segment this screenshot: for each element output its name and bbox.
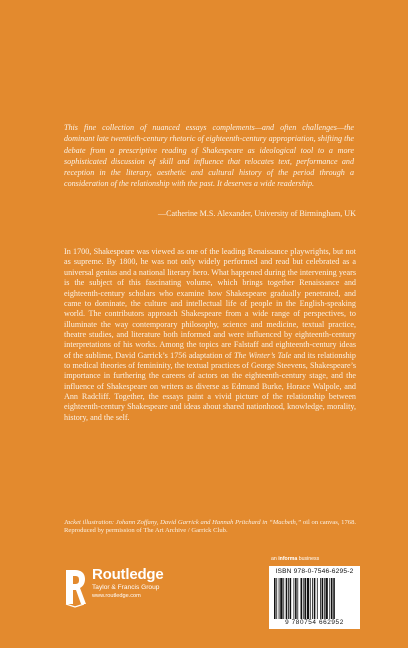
informa-brand: informa bbox=[278, 556, 298, 562]
description-italic-title: The Winter’s Tale bbox=[233, 350, 292, 360]
endorsement-attribution: —Catherine M.S. Alexander, University of Birmingham, UK bbox=[158, 209, 356, 218]
publisher-group: Taylor & Francis Group bbox=[92, 584, 160, 591]
routledge-logo-icon bbox=[63, 566, 87, 608]
barcode-panel bbox=[269, 566, 360, 629]
publisher-url: www.routledge.com bbox=[92, 593, 141, 599]
jacket-credit bbox=[64, 519, 356, 536]
description-text-2: and its relationship to medical theories of femininity, the textual practices of George Steevens, Shakespeare’s importance in furthering the careers of actors on the eighteenth-century stage, and the influence of Shakespeare on writers as diverse as Edmund Burke, Horace Walpole, and Ann Radcliff. Together, the essays paint a vivid picture of the relationship between eighteenth-century Shakespeare and ideas about shared nationhood, knowledge, morality, history, and the self. bbox=[64, 350, 356, 422]
book-description bbox=[64, 247, 356, 423]
informa-tagline: an informa business bbox=[271, 556, 320, 562]
isbn-label: ISBN 978-0-7546-6295-2 bbox=[275, 568, 354, 575]
barcode-icon bbox=[274, 578, 355, 619]
jacket-credit-lead: Jacket illustration: Johann Zoffany, bbox=[64, 518, 161, 526]
jacket-credit-rest: oil on canvas, 1768. Reproduced by permission of The Art Archive / Garrick Club. bbox=[64, 518, 357, 535]
publisher-brand bbox=[92, 567, 164, 600]
barcode-number: 9 780754 662952 bbox=[285, 619, 344, 626]
endorsement-quote: This fine collection of nuanced essays complements—and often challenges—the dominant late twentieth-century rhetoric of eighteenth-century appropriation, shifting the debate from a prescriptive reading of Shakespeare as ideological tool to a more sophisticated discussion of skill and influence that relocates text, performance and reception in the literary, aesthetic and cultural history of the period through a consideration of the relationship with the past. It deserves a wide readership. bbox=[64, 123, 354, 189]
description-text-1: In 1700, Shakespeare was viewed as one of the leading Renaissance playwrights, but not as supreme. By 1800, he was not only widely performed and read but celebrated as a universal genius and a national literary hero. What happened during the intervening years is the subject of this fascinating volume, which brings together Renaissance and eighteenth-century scholars who examine how Shakespeare gradually penetrated, and came to dominate, the culture and intellectual life of people in the English-speaking world. The contributors approach Shakespeare from a wide range of perspectives, to illuminate the way contemporary philosophy, science and medicine, textual practice, theatre studies, and literature both informed and were influenced by eighteenth-century interpretations of his works. Among the topics are Falstaff and eighteenth-century ideas of the sublime, David Garrick’s 1756 adaptation of bbox=[64, 247, 356, 360]
publisher-name: Routledge bbox=[92, 566, 164, 583]
jacket-credit-painting: David Garrick and Hannah Pritchard in “Macbeth,” bbox=[160, 518, 302, 526]
